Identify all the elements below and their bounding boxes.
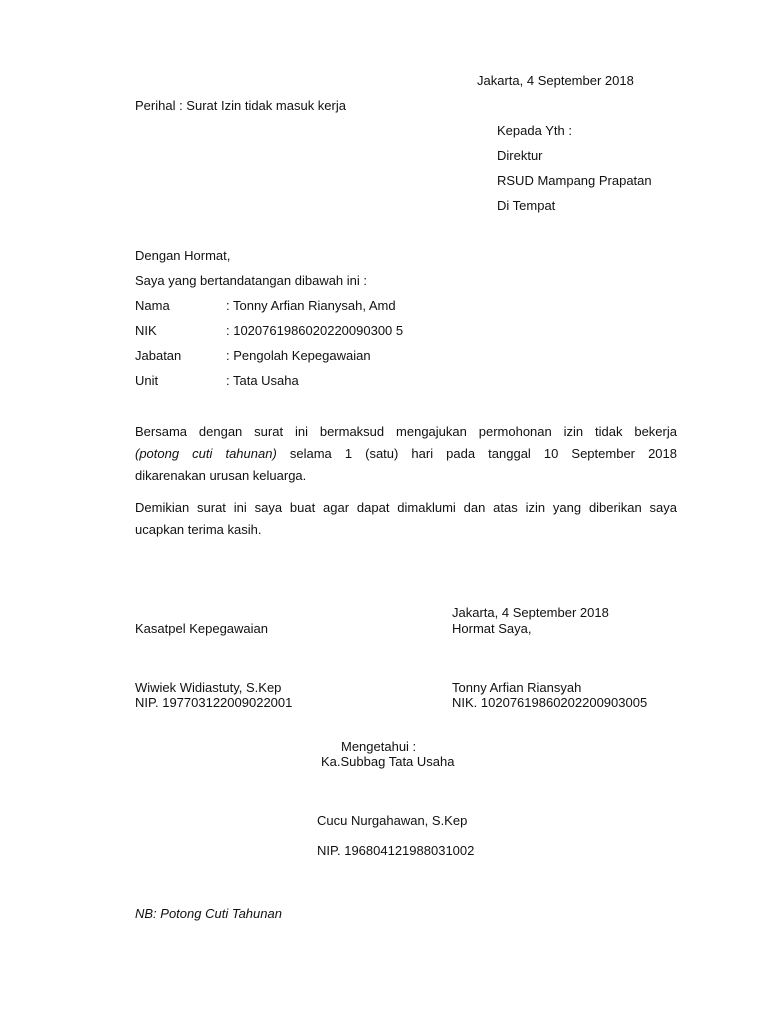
acknowledged-label: Mengetahui :: [341, 739, 417, 754]
identity-label: Unit: [135, 373, 159, 388]
identity-value: : Tata Usaha: [226, 373, 299, 388]
right-signer-nik: NIK. 10207619860202200903005: [452, 695, 648, 710]
body-paragraph-1: [135, 421, 677, 487]
right-signer-title: Hormat Saya,: [452, 621, 532, 636]
paragraph-line: [135, 443, 677, 465]
recipient-org: RSUD Mampang Prapatan: [497, 173, 652, 188]
identity-label: NIK: [135, 323, 157, 338]
paragraph-line: ucapkan terima kasih.: [135, 522, 262, 537]
acknowledger-title: Ka.Subbag Tata Usaha: [321, 754, 455, 769]
footnote: NB: Potong Cuti Tahunan: [135, 906, 282, 921]
left-signer-title: Kasatpel Kepegawaian: [135, 621, 268, 636]
letter-date: Jakarta, 4 September 2018: [477, 73, 634, 88]
paragraph-line: Demikian surat ini saya buat agar dapat dimaklumi dan atas izin yang diberikan saya: [135, 500, 677, 515]
identity-label: Nama: [135, 298, 170, 313]
greeting: Dengan Hormat,: [135, 248, 231, 263]
identity-value: : 1020761986020220090300 5: [226, 323, 404, 338]
recipient-place: Di Tempat: [497, 198, 556, 213]
left-signer-nip: NIP. 197703122009022001: [135, 695, 293, 710]
letter-subject: Perihal : Surat Izin tidak masuk kerja: [135, 98, 346, 113]
left-signer-name: Wiwiek Widiastuty, S.Kep: [135, 680, 282, 695]
recipient-to: Kepada Yth :: [497, 123, 572, 138]
identity-value: : Tonny Arfian Rianysah, Amd: [226, 298, 396, 313]
acknowledger-nip: NIP. 196804121988031002: [317, 843, 475, 858]
intro-line: Saya yang bertandatangan dibawah ini :: [135, 273, 368, 288]
acknowledger-name: Cucu Nurgahawan, S.Kep: [317, 813, 468, 828]
italic-note: (potong cuti tahunan): [135, 446, 277, 461]
paragraph-line: Bersama dengan surat ini bermaksud mengajukan permohonan izin tidak bekerja: [135, 424, 677, 439]
right-signer-name: Tonny Arfian Riansyah: [452, 680, 582, 695]
signature-date: Jakarta, 4 September 2018: [452, 605, 609, 620]
body-paragraph-2: [135, 497, 677, 541]
paragraph-line: dikarenakan urusan keluarga.: [135, 468, 307, 483]
identity-label: Jabatan: [135, 348, 182, 363]
recipient-title: Direktur: [497, 148, 543, 163]
paragraph-text: selama 1 (satu) hari pada tanggal 10 September 2018: [276, 446, 677, 461]
identity-value: : Pengolah Kepegawaian: [226, 348, 371, 363]
